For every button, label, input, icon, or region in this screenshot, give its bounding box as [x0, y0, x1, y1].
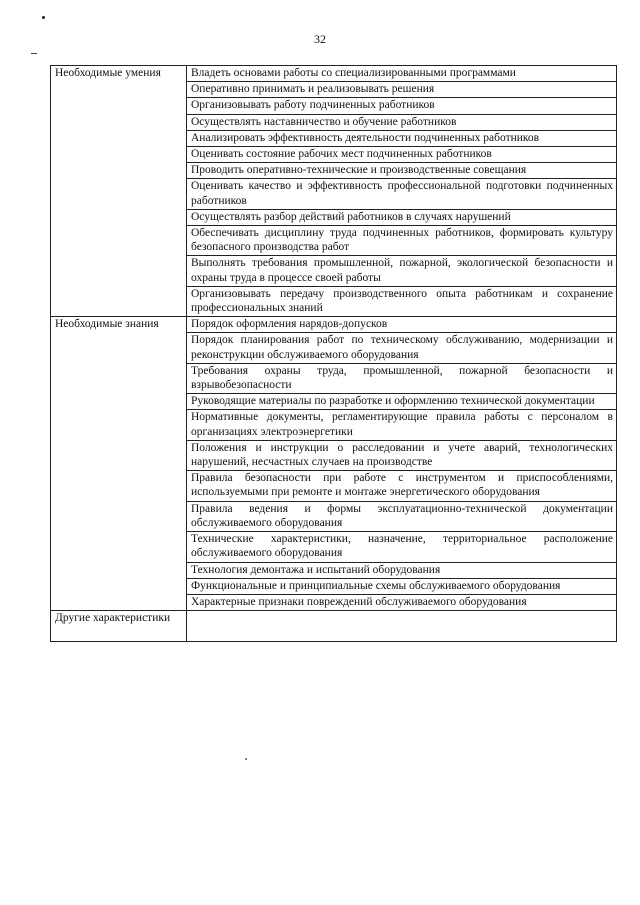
category-cell [51, 333, 187, 363]
requirement-item: Осуществлять наставничество и обучение работников [187, 114, 617, 130]
table-row [51, 66, 617, 82]
requirement-item: Требования охраны труда, промышленной, пожарной безопасности и взрывобезопасности [187, 363, 617, 393]
requirement-item: Оперативно принимать и реализовывать решения [187, 82, 617, 98]
requirement-item: Нормативные документы, регламентирующие правила работы с персоналом в организациях электроэнергетики [187, 410, 617, 440]
table-row [51, 578, 617, 594]
requirement-item: Оценивать качество и эффективность профессиональной подготовки подчиненных работников [187, 179, 617, 209]
category-cell [51, 286, 187, 316]
table-row [51, 179, 617, 209]
category-cell [51, 471, 187, 501]
table-row [51, 440, 617, 470]
category-cell [51, 440, 187, 470]
category-cell [51, 256, 187, 286]
table-row [51, 532, 617, 562]
table-row [51, 256, 617, 286]
category-cell [51, 562, 187, 578]
category-cell [51, 594, 187, 610]
table-row [51, 410, 617, 440]
category-cell [51, 98, 187, 114]
category-cell [51, 179, 187, 209]
page-number: 32 [314, 32, 326, 46]
requirement-item [187, 611, 617, 642]
requirement-item: Функциональные и принципиальные схемы обслуживаемого оборудования [187, 578, 617, 594]
requirement-item: Организовывать работу подчиненных работников [187, 98, 617, 114]
requirement-item: Выполнять требования промышленной, пожарной, экологической безопасности и охраны труда в процессе своей работы [187, 256, 617, 286]
requirement-item: Владеть основами работы со специализированными программами [187, 66, 617, 82]
table-row [51, 501, 617, 531]
category-cell [51, 82, 187, 98]
requirement-item: Анализировать эффективность деятельности подчиненных работников [187, 130, 617, 146]
table-row [51, 394, 617, 410]
requirement-item: Порядок планирования работ по техническому обслуживанию, модернизации и реконструкции обслуживаемого оборудования [187, 333, 617, 363]
table-row [51, 226, 617, 256]
table-body [51, 66, 617, 642]
table-row [51, 82, 617, 98]
table-row [51, 471, 617, 501]
table-row [51, 363, 617, 393]
category-label: Другие характеристики [51, 611, 187, 642]
table-row [51, 317, 617, 333]
category-cell [51, 114, 187, 130]
requirement-item: Проводить оперативно-технические и производственные совещания [187, 163, 617, 179]
requirement-item: Руководящие материалы по разработке и оформлению технической документации [187, 394, 617, 410]
category-cell [51, 130, 187, 146]
category-label: Необходимые знания [51, 317, 187, 333]
requirement-item: Положения и инструкции о расследовании и учете аварий, технологических нарушений, несчастных случаев на производстве [187, 440, 617, 470]
table-row [51, 286, 617, 316]
requirement-item: Технические характеристики, назначение, территориальное расположение обслуживаемого оборудования [187, 532, 617, 562]
requirement-item: Технология демонтажа и испытаний оборудования [187, 562, 617, 578]
category-cell [51, 147, 187, 163]
scan-dot-mark [245, 758, 247, 760]
table-row [51, 611, 617, 642]
category-cell [51, 578, 187, 594]
table-row [51, 594, 617, 610]
category-cell [51, 163, 187, 179]
table-row [51, 98, 617, 114]
table-row [51, 209, 617, 225]
requirement-item: Организовывать передачу производственного опыта работникам и сохранение профессиональных знаний [187, 286, 617, 316]
requirement-item: Порядок оформления нарядов-допусков [187, 317, 617, 333]
category-cell [51, 394, 187, 410]
table-row [51, 333, 617, 363]
requirement-item: Правила ведения и формы эксплуатационно-технической документации обслуживаемого оборудования [187, 501, 617, 531]
requirement-item: Правила безопасности при работе с инструментом и приспособлениями, используемыми при ремонте и монтаже энергетического оборудования [187, 471, 617, 501]
category-cell [51, 501, 187, 531]
category-label: Необходимые умения [51, 66, 187, 82]
characteristics-table [50, 65, 617, 642]
requirement-item: Осуществлять разбор действий работников в случаях нарушений [187, 209, 617, 225]
table-row [51, 147, 617, 163]
table-row [51, 163, 617, 179]
table-row [51, 130, 617, 146]
category-cell [51, 226, 187, 256]
requirement-item: Оценивать состояние рабочих мест подчиненных работников [187, 147, 617, 163]
table-row [51, 562, 617, 578]
requirement-item: Обеспечивать дисциплину труда подчиненных работников, формировать культуру безопасного производства работ [187, 226, 617, 256]
requirement-item: Характерные признаки повреждений обслуживаемого оборудования [187, 594, 617, 610]
category-cell [51, 532, 187, 562]
scan-dot-mark [42, 16, 45, 19]
category-cell [51, 410, 187, 440]
category-cell [51, 363, 187, 393]
scan-tick-mark [31, 53, 37, 54]
category-cell [51, 209, 187, 225]
table-row [51, 114, 617, 130]
